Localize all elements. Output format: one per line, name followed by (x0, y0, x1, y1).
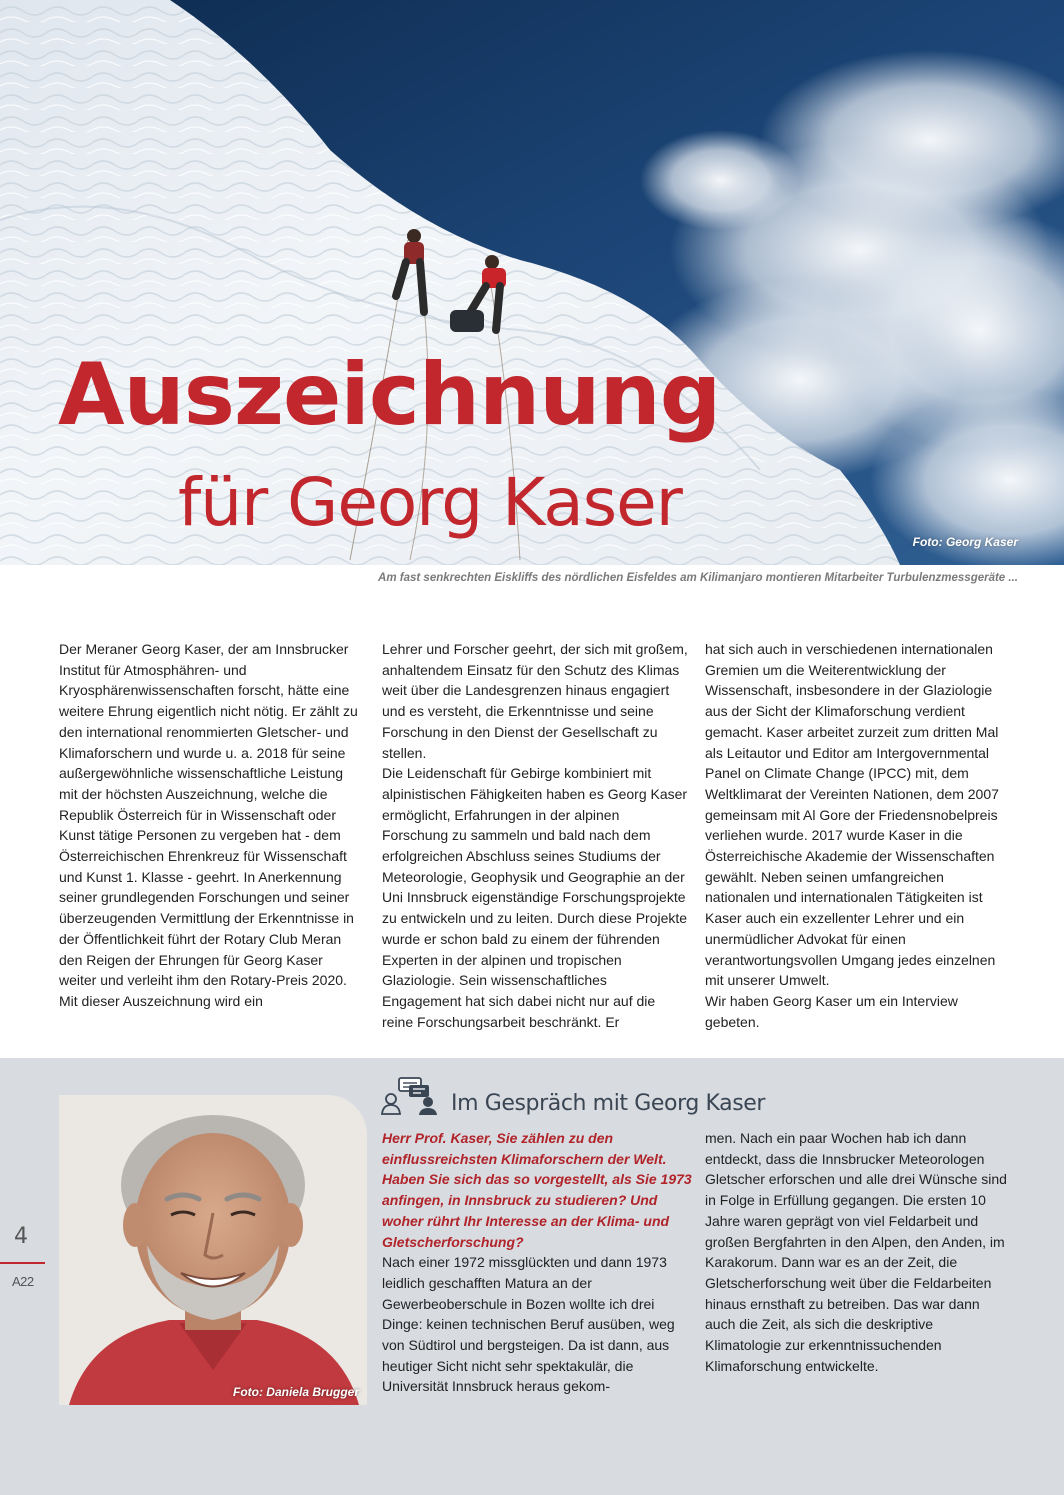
article-paragraph: Wir haben Georg Kaser um ein Interview gebeten. (705, 992, 958, 1030)
interview-question: Herr Prof. Kaser, Sie zählen zu den einflussreichsten Klimaforschern der Welt. Haben Sie sich das so vorgestellt, als Sie 1973 anfingen, in Innsbruck zu studieren? Und woher rührt Ihr Interesse an der Klima- und Gletscherforschung? (382, 1130, 692, 1250)
article-paragraph: Der Meraner Georg Kaser, der am Innsbrucker Institut für Atmosphähren- und Kryosphärenwissenschaften forscht, hätte eine weitere Ehrung eigentlich nicht nötig. Er zählt zu den international renommierten Gletscher- und Klimaforschern und wurde u. a. 2018 für seine außergewöhnliche wissenschaftliche Leistung mit der höchsten Auszeichnung, welche die Republik Österreich für in Wissenschaft oder Kunst tätige Personen zu vergeben hat - dem Österreichischen Ehrenkreuz für Wissenschaft und Kunst 1. Klasse - geehrt. In Anerkennung seiner grundlegenden Forschungen und seiner überzeugenden Vermittlung der Erkenntnisse in der Öffentlichkeit führt der Rotary Club Meran den Reigen der Ehrungen für Georg Kaser weiter und verleiht ihm den Rotary-Preis 2020. Mit dieser Auszeichnung wird ein (59, 641, 358, 1009)
page-number-rule (0, 1262, 45, 1264)
article-column-3 (705, 639, 1010, 1032)
portrait-photo (59, 1095, 367, 1405)
article-column-1 (59, 639, 364, 1012)
interview-answer: Nach einer 1972 missglückten und dann 1973 leidlich geschafften Matura an der Gewerbeoberschule in Bozen wollte ich drei Dinge: keinen technischen Beruf ausüben, weg von Südtirol und bergsteigen. Da ist dann, aus heutiger Sicht nicht sehr spektakulär, die Universität Innsbruck heraus gekom- (382, 1254, 675, 1395)
hero-photo (0, 0, 1064, 565)
portrait-illustration (59, 1095, 367, 1405)
headline: Auszeichnung (58, 345, 721, 445)
photo-credit: Foto: Georg Kaser (912, 535, 1018, 549)
article-paragraph: Die Leidenschaft für Gebirge kombiniert mit alpinistischen Fähigkeiten haben es Georg Kaser ermöglicht, Erfahrungen in der alpinen Forschung zu sammeln und bald nach dem erfolgreichen Abschluss seines Studiums der Meteorologie, Geophysik und Geographie an der Uni Innsbruck eigenständige Forschungsprojekte zu entwickeln und zu leiten. Durch diese Projekte wurde er schon bald zu einem der führenden Experten in der alpinen und tropischen Glaziologie. Sein wissenschaftliches Engagement hat sich dabei nicht nur auf die reine Forschungsarbeit beschränkt. Er (382, 765, 688, 1030)
interview-title: Im Gespräch mit Georg Kaser (451, 1091, 766, 1116)
article-paragraph: Lehrer und Forscher geehrt, der sich mit großem, anhaltendem Einsatz für den Schutz des Klimas weit über die Landesgrenzen hinaus engagiert und es versteht, die Erkenntnisse und seine Forschung in den Dienst der Gesellschaft zu stellen. (382, 641, 688, 761)
page-number: 4 (14, 1224, 28, 1249)
interview-column-1 (382, 1128, 692, 1397)
chat-people-icon (381, 1077, 439, 1115)
interview-section (0, 1058, 1064, 1495)
page-code: A22 (12, 1274, 34, 1289)
photo-credit: Foto: Daniela Brugger (232, 1385, 359, 1399)
article-paragraph: hat sich auch in verschiedenen internationalen Gremien um die Weiterentwicklung der Wissenschaft, insbesondere in der Glaziologie aus der Sicht der Klimaforschung verdient gemacht. Kaser arbeitet zurzeit zum dritten Mal als Leitautor und Editor am Intergovernmental Panel on Climate Change (IPCC) mit, dem Weltklimarat der Vereinten Nationen, dem 2007 gemeinsam mit Al Gore der Friedensnobelpreis verliehen wurde. 2017 wurde Kaser in die Österreichische Akademie der Wissenschaften gewählt. Neben seinen umfangreichen nationalen und internationalen Tätigkeiten ist Kaser auch ein exzellenter Lehrer und ein unermüdlicher Advokat für einen verantwortungsvollen Umgang jedes einzelnen mit unserer Umwelt. (705, 641, 999, 989)
interview-answer: men. Nach ein paar Wochen hab ich dann entdeckt, dass die Innsbrucker Meteorologen Gletscher erforschen und alle drei Wünsche sind in Folge in Erfüllung gegangen. Die ersten 10 Jahre waren geprägt von viel Feldarbeit und großen Bergfahrten in den Alpen, den Anden, im Karakorum. Dann war es an der Zeit, die Gletscherforschung weit über die Feldarbeiten hinaus ernsthaft zu betreiben. Das war dann auch die Zeit, als sich die deskriptive Klimatologie zur erkenntnissuchenden Klimaforschung entwickelte. (705, 1130, 1007, 1374)
sub-headline: für Georg Kaser (178, 464, 682, 541)
article-column-2 (382, 639, 689, 1032)
interview-column-2 (705, 1128, 1010, 1376)
photo-caption: Am fast senkrechten Eiskliffs des nördlichen Eisfeldes am Kilimanjaro montieren Mitarbeiter Turbulenzmessgeräte ... (378, 572, 1018, 584)
